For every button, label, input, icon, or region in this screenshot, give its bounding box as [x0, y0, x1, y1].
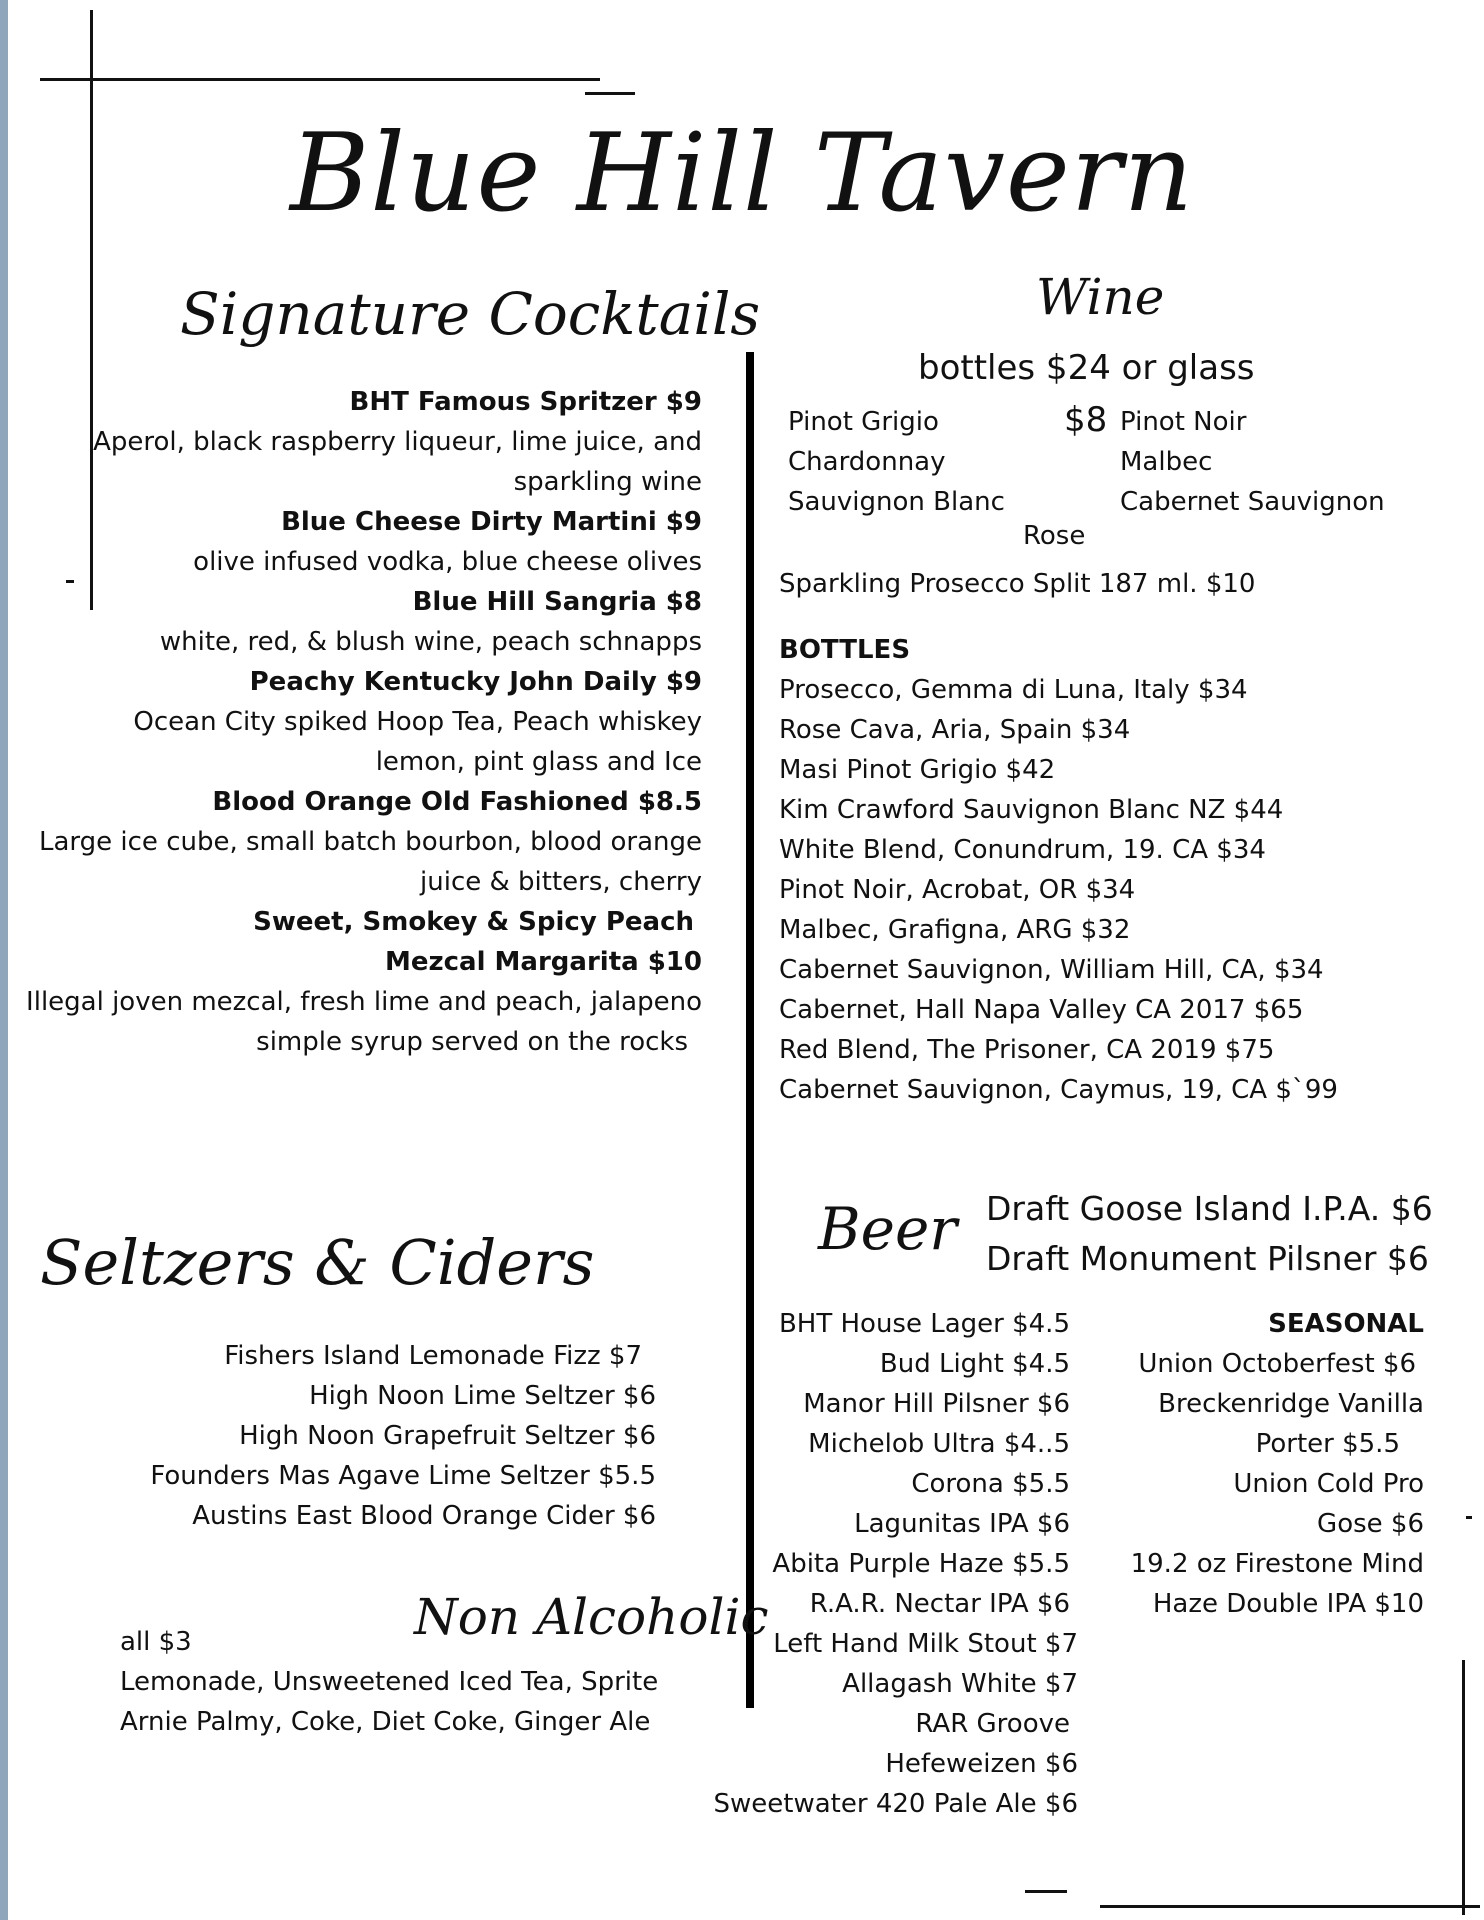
beer-item: R.A.R. Nectar IPA $6 [809, 1589, 1070, 1619]
seltzer-item: High Noon Grapefruit Seltzer $6 [239, 1421, 656, 1451]
cocktail-name: Peachy Kentucky John Daily $9 [249, 667, 702, 697]
cocktail-name: Blue Hill Sangria $8 [412, 587, 702, 617]
wine-bottle-item: Cabernet Sauvignon, Caymus, 19, CA $`99 [779, 1075, 1338, 1105]
wine-glass-item: Pinot Noir [1120, 407, 1247, 437]
wine-glass-item: Chardonnay [788, 447, 946, 477]
cocktail-name: Sweet, Smokey & Spicy Peach [253, 907, 694, 937]
wine-whites [788, 402, 1005, 522]
wine-bottle-item: Cabernet, Hall Napa Valley CA 2017 $65 [779, 995, 1304, 1025]
beer-draft-item: Draft Monument Pilsner $6 [986, 1239, 1429, 1278]
wine-bottles-heading: BOTTLES [779, 635, 911, 665]
cocktail-desc: Illegal joven mezcal, fresh lime and peach, jalapeno [26, 987, 702, 1017]
non-alcoholic-line: Arnie Palmy, Coke, Diet Coke, Ginger Ale [120, 1707, 651, 1737]
seasonal-item: Porter $5.5 [1255, 1429, 1400, 1459]
seasonal-list [1100, 1344, 1424, 1624]
beer-list [700, 1304, 1078, 1824]
cocktail-name: Blue Cheese Dirty Martini $9 [281, 507, 702, 537]
non-alcoholic-line: Lemonade, Unsweetened Iced Tea, Sprite [120, 1667, 659, 1697]
beer-item: Michelob Ultra $4..5 [808, 1429, 1070, 1459]
wine-glass-price: $8 [1064, 400, 1108, 440]
wine-rose: Rose [1023, 521, 1086, 551]
seasonal-item: Haze Double IPA $10 [1152, 1589, 1424, 1619]
cocktail-name: BHT Famous Spritzer $9 [349, 387, 702, 417]
frame-tick-right [1466, 1516, 1472, 1519]
cocktail-desc: simple syrup served on the rocks [256, 1027, 688, 1057]
wine-glass-item: Sauvignon Blanc [788, 487, 1005, 517]
wine-glass-item: Pinot Grigio [788, 407, 939, 437]
wine-glass-item: Cabernet Sauvignon [1120, 487, 1385, 517]
seltzers-list [60, 1336, 656, 1536]
beer-drafts [986, 1184, 1433, 1284]
wine-sparkling: Sparkling Prosecco Split 187 ml. $10 [779, 569, 1256, 599]
wine-bottle-item: Cabernet Sauvignon, William Hill, CA, $34 [779, 955, 1324, 985]
frame-stroke-dash-bottom [1025, 1890, 1067, 1893]
beer-item: Allagash White $7 [842, 1669, 1078, 1699]
non-alcoholic-heading: Non Alcoholic [414, 1588, 769, 1646]
seltzers-heading: Seltzers & Ciders [40, 1226, 595, 1299]
seasonal-item: 19.2 oz Firestone Mind [1130, 1549, 1424, 1579]
beer-draft-item: Draft Goose Island I.P.A. $6 [986, 1189, 1433, 1228]
page-title: Blue Hill Tavern [290, 111, 1194, 236]
cocktails-heading: Signature Cocktails [180, 280, 761, 348]
beer-item: RAR Groove [915, 1709, 1070, 1739]
wine-bottle-item: Rose Cava, Aria, Spain $34 [779, 715, 1131, 745]
wine-bottle-item: Prosecco, Gemma di Luna, Italy $34 [779, 675, 1248, 705]
beer-item: Bud Light $4.5 [879, 1349, 1070, 1379]
wine-bottle-item: Masi Pinot Grigio $42 [779, 755, 1056, 785]
seltzer-item: Founders Mas Agave Lime Seltzer $5.5 [150, 1461, 656, 1491]
seasonal-item: Union Cold Pro [1233, 1469, 1424, 1499]
seasonal-item: Breckenridge Vanilla [1158, 1389, 1424, 1419]
wine-glass-item: Malbec [1120, 447, 1213, 477]
beer-heading: Beer [818, 1195, 957, 1263]
cocktail-desc: white, red, & blush wine, peach schnapps [159, 627, 702, 657]
cocktail-name: Blood Orange Old Fashioned $8.5 [212, 787, 702, 817]
beer-item: Left Hand Milk Stout $7 [773, 1629, 1078, 1659]
cocktail-desc: Aperol, black raspberry liqueur, lime juice, and [93, 427, 702, 457]
beer-item: Sweetwater 420 Pale Ale $6 [713, 1789, 1078, 1819]
non-alcoholic-price: all $3 [120, 1627, 192, 1657]
beer-item: Abita Purple Haze $5.5 [772, 1549, 1070, 1579]
wine-heading: Wine [1036, 268, 1165, 326]
wine-bottle-item: Red Blend, The Prisoner, CA 2019 $75 [779, 1035, 1275, 1065]
wine-bottle-item: Malbec, Grafigna, ARG $32 [779, 915, 1131, 945]
cocktail-name: Mezcal Margarita $10 [385, 947, 702, 977]
seasonal-heading: SEASONAL [1268, 1309, 1424, 1339]
seltzer-item: Fishers Island Lemonade Fizz $7 [224, 1341, 642, 1371]
seasonal-item: Union Octoberfest $6 [1138, 1349, 1416, 1379]
frame-stroke-horizontal-bottom [1100, 1905, 1480, 1908]
beer-item: Lagunitas IPA $6 [854, 1509, 1070, 1539]
cocktails-list [20, 382, 702, 1062]
frame-stroke-horizontal-top [40, 78, 600, 81]
seasonal-item: Gose $6 [1317, 1509, 1424, 1539]
beer-item: Corona $5.5 [911, 1469, 1070, 1499]
cocktail-desc: sparkling wine [513, 467, 702, 497]
non-alcoholic-list [120, 1662, 658, 1742]
wine-reds [1120, 402, 1385, 522]
beer-item: Manor Hill Pilsner $6 [803, 1389, 1070, 1419]
wine-bottle-item: White Blend, Conundrum, 19. CA $34 [779, 835, 1266, 865]
beer-item: Hefeweizen $6 [885, 1749, 1078, 1779]
seltzer-item: Austins East Blood Orange Cider $6 [192, 1501, 656, 1531]
wine-subheading: bottles $24 or glass [918, 348, 1255, 388]
beer-item: BHT House Lager $4.5 [778, 1309, 1070, 1339]
seltzer-item: High Noon Lime Seltzer $6 [309, 1381, 656, 1411]
page-edge [0, 0, 8, 1920]
cocktail-desc: olive infused vodka, blue cheese olives [193, 547, 702, 577]
cocktail-desc: juice & bitters, cherry [420, 867, 702, 897]
wine-bottles-list [779, 670, 1338, 1110]
wine-bottle-item: Pinot Noir, Acrobat, OR $34 [779, 875, 1136, 905]
wine-bottle-item: Kim Crawford Sauvignon Blanc NZ $44 [779, 795, 1284, 825]
cocktail-desc: Large ice cube, small batch bourbon, blood orange [39, 827, 702, 857]
cocktail-desc: Ocean City spiked Hoop Tea, Peach whiskey [133, 707, 702, 737]
frame-stroke-dash-top [585, 92, 635, 95]
frame-stroke-vertical-right [1462, 1660, 1465, 1915]
cocktail-desc: lemon, pint glass and Ice [375, 747, 702, 777]
